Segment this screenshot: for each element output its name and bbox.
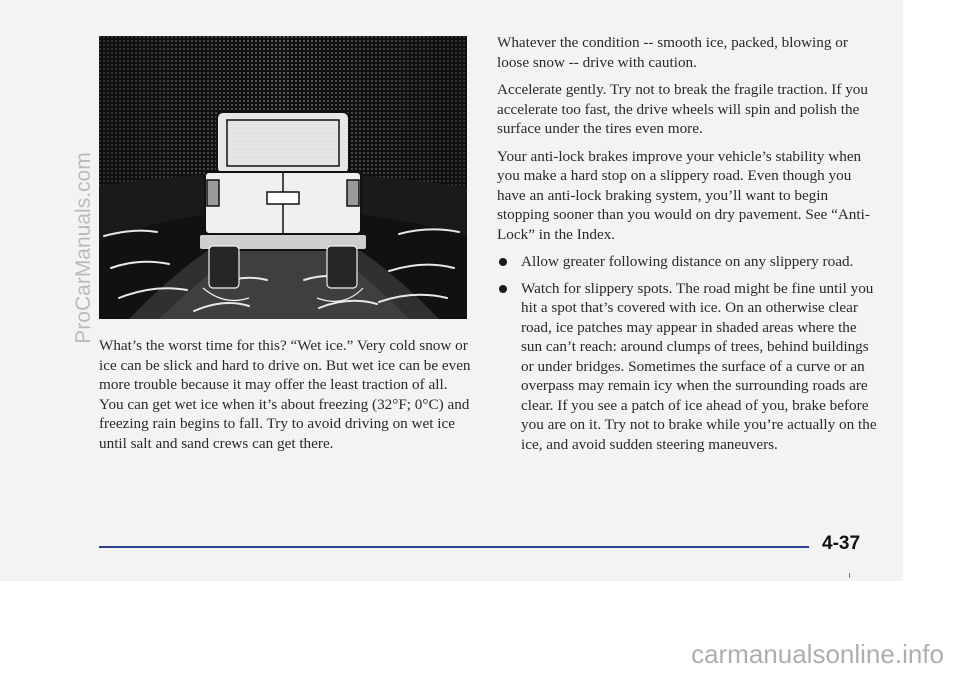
scan-mark: [849, 573, 850, 578]
side-watermark: ProCarManuals.com: [72, 152, 95, 344]
wet-ice-paragraph: What’s the worst time for this? “Wet ice.” Very cold snow or ice can be slick and hard to drive on. But wet ice can be even more trouble because it may offer the least traction of all. You can get wet ice when it’s about freezing (32°F; 0°C) and freezing rain begins to fall. Try to avoid driving on wet ice until salt and sand crews can get there.: [99, 337, 471, 452]
vehicle-on-wet-ice-illustration: [99, 36, 467, 319]
anti-lock-paragraph: Your anti-lock brakes improve your vehicle’s stability when you make a hard stop on a slippery road. Even though you have an anti-lock braking system, you’ll want to begin stopping sooner than you would on dry pavement. See “Anti-Lock” in the Index.: [497, 147, 870, 243]
list-item: [497, 279, 877, 455]
bullet-icon: [499, 285, 507, 293]
footer-divider: [99, 546, 809, 548]
bullet-text: Allow greater following distance on any slippery road.: [521, 253, 854, 270]
accelerate-paragraph: Accelerate gently. Try not to break the fragile traction. If you accelerate too fast, the drive wheels will spin and polish the surface under the tires even more.: [497, 81, 868, 137]
caution-paragraph: Whatever the condition -- smooth ice, packed, blowing or loose snow -- drive with caution.: [497, 34, 848, 71]
page-number: 4-37: [822, 533, 861, 554]
bullet-text: Watch for slippery spots. The road might be fine until you hit a spot that’s covered with ice. On an otherwise clear road, ice patches may appear in shaded areas where the sun can’t reach: around clumps of trees, behind buildings or under bridges. Sometimes the surface of a curve or an overpass may remain icy when the surrounding roads are clear. If you see a patch of ice ahead of you, brake before you are on it. Try not to brake while you’re actually on the ice, and avoid sudden steering maneuvers.: [521, 279, 877, 453]
bullet-icon: [499, 258, 507, 266]
right-column: [497, 33, 877, 461]
bottom-watermark: carmanualsonline.info: [691, 639, 944, 669]
list-item: [497, 252, 877, 272]
